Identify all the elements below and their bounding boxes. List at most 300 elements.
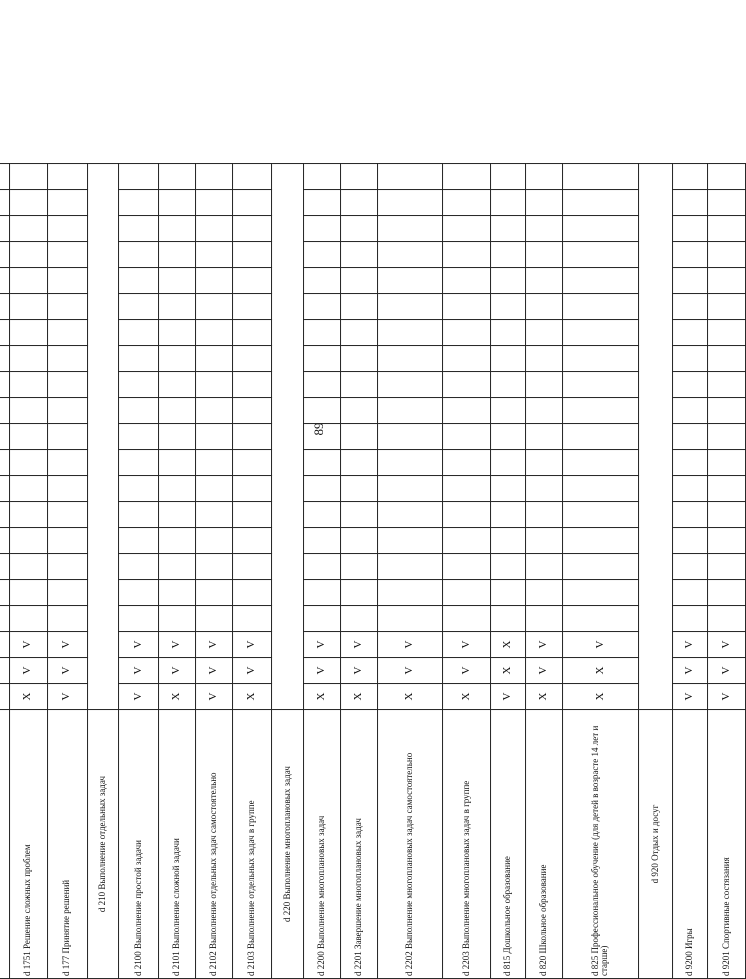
section-title: d 920 Отдых и досуг <box>639 710 672 979</box>
mark-cell <box>562 190 639 216</box>
row-label: d 825 Профессиональное обучение (для детей в возрасте 14 лет и старше) <box>562 710 639 979</box>
section-spacer <box>272 163 304 709</box>
mark-cell <box>341 372 378 398</box>
mark-cell: V <box>707 684 745 710</box>
mark-cell: V <box>341 658 378 684</box>
mark-cell <box>159 450 196 476</box>
table-row <box>490 163 525 978</box>
mark-cell <box>159 580 196 606</box>
mark-cell <box>341 216 378 242</box>
mark-cell <box>672 424 707 450</box>
mark-cell <box>490 502 525 528</box>
mark-cell <box>119 424 159 450</box>
mark-cell <box>443 320 491 346</box>
classification-table <box>0 163 746 979</box>
mark-cell <box>672 320 707 346</box>
mark-cell <box>0 268 9 294</box>
mark-cell <box>443 424 491 450</box>
mark-cell <box>443 372 491 398</box>
mark-cell <box>672 268 707 294</box>
mark-cell <box>490 476 525 502</box>
mark-cell: V <box>196 632 233 658</box>
section-row <box>272 163 304 978</box>
mark-cell <box>525 294 562 320</box>
mark-cell <box>443 528 491 554</box>
mark-cell: X <box>304 684 341 710</box>
mark-cell <box>9 294 47 320</box>
mark-cell <box>232 320 272 346</box>
mark-cell <box>707 450 745 476</box>
mark-cell: V <box>341 632 378 658</box>
mark-cell <box>304 320 341 346</box>
mark-cell <box>196 346 233 372</box>
mark-cell <box>47 606 87 632</box>
mark-cell <box>232 424 272 450</box>
row-label: d 2200 Выполнение многоплановых задач <box>304 710 341 979</box>
mark-cell: V <box>119 658 159 684</box>
mark-cell <box>562 163 639 189</box>
mark-cell <box>707 242 745 268</box>
mark-cell <box>232 450 272 476</box>
mark-cell: V <box>47 658 87 684</box>
mark-cell <box>341 268 378 294</box>
mark-cell <box>9 268 47 294</box>
mark-cell <box>119 242 159 268</box>
mark-cell <box>9 242 47 268</box>
mark-cell <box>0 424 9 450</box>
mark-cell <box>159 424 196 450</box>
mark-cell <box>525 268 562 294</box>
mark-cell <box>672 398 707 424</box>
mark-cell <box>707 606 745 632</box>
mark-cell: V <box>232 658 272 684</box>
mark-cell: V <box>672 684 707 710</box>
mark-cell <box>341 528 378 554</box>
mark-cell <box>341 450 378 476</box>
mark-cell <box>443 606 491 632</box>
mark-cell <box>562 424 639 450</box>
mark-cell <box>377 346 442 372</box>
mark-cell <box>47 580 87 606</box>
mark-cell: X <box>490 632 525 658</box>
mark-cell <box>443 242 491 268</box>
section-title: d 210 Выполнение отдельных задач <box>87 710 119 979</box>
mark-cell <box>196 320 233 346</box>
mark-cell <box>525 528 562 554</box>
table-row <box>47 163 87 978</box>
mark-cell <box>490 346 525 372</box>
mark-cell <box>232 606 272 632</box>
mark-cell: V <box>9 658 47 684</box>
mark-cell <box>525 606 562 632</box>
mark-cell <box>490 372 525 398</box>
mark-cell: V <box>377 632 442 658</box>
mark-cell <box>0 294 9 320</box>
mark-cell: X <box>490 658 525 684</box>
page-number: 89 <box>311 422 326 436</box>
mark-cell <box>525 580 562 606</box>
mark-cell <box>47 398 87 424</box>
mark-cell <box>525 424 562 450</box>
mark-cell <box>707 554 745 580</box>
mark-cell <box>562 372 639 398</box>
mark-cell <box>196 450 233 476</box>
mark-cell <box>562 528 639 554</box>
mark-cell <box>341 554 378 580</box>
mark-cell <box>0 346 9 372</box>
mark-cell <box>562 398 639 424</box>
mark-cell <box>159 190 196 216</box>
mark-cell <box>0 528 9 554</box>
mark-cell <box>0 658 9 684</box>
mark-cell <box>0 684 9 710</box>
mark-cell <box>0 606 9 632</box>
mark-cell <box>196 216 233 242</box>
mark-cell <box>672 242 707 268</box>
mark-cell: V <box>196 658 233 684</box>
mark-cell <box>304 190 341 216</box>
mark-cell <box>232 216 272 242</box>
mark-cell <box>377 320 442 346</box>
mark-cell <box>672 450 707 476</box>
mark-cell <box>196 163 233 189</box>
mark-cell <box>304 216 341 242</box>
mark-cell <box>0 190 9 216</box>
mark-cell <box>562 606 639 632</box>
mark-cell <box>119 554 159 580</box>
mark-cell <box>490 190 525 216</box>
mark-cell: X <box>377 684 442 710</box>
mark-cell <box>0 580 9 606</box>
mark-cell <box>47 216 87 242</box>
mark-cell <box>9 346 47 372</box>
mark-cell <box>443 268 491 294</box>
mark-cell <box>490 294 525 320</box>
mark-cell <box>707 502 745 528</box>
mark-cell <box>490 554 525 580</box>
mark-cell <box>119 476 159 502</box>
mark-cell <box>159 268 196 294</box>
mark-cell <box>443 294 491 320</box>
table-row <box>159 163 196 978</box>
mark-cell <box>159 398 196 424</box>
table-row <box>304 163 341 978</box>
mark-cell <box>707 372 745 398</box>
mark-cell <box>196 268 233 294</box>
mark-cell <box>341 320 378 346</box>
mark-cell <box>672 554 707 580</box>
mark-cell <box>159 528 196 554</box>
mark-cell <box>525 216 562 242</box>
mark-cell <box>562 346 639 372</box>
mark-cell <box>672 190 707 216</box>
mark-cell <box>232 294 272 320</box>
mark-cell <box>562 580 639 606</box>
mark-cell <box>232 346 272 372</box>
mark-cell <box>490 424 525 450</box>
mark-cell <box>0 163 9 189</box>
mark-cell: V <box>525 632 562 658</box>
mark-cell: V <box>304 632 341 658</box>
mark-cell: V <box>562 632 639 658</box>
mark-cell <box>9 190 47 216</box>
mark-cell <box>377 476 442 502</box>
mark-cell <box>47 320 87 346</box>
table-row <box>707 163 745 978</box>
mark-cell <box>377 294 442 320</box>
mark-cell: X <box>443 684 491 710</box>
mark-cell <box>119 163 159 189</box>
mark-cell <box>9 476 47 502</box>
mark-cell: V <box>525 658 562 684</box>
mark-cell <box>490 580 525 606</box>
mark-cell: V <box>119 632 159 658</box>
mark-cell <box>377 502 442 528</box>
mark-cell <box>196 398 233 424</box>
mark-cell <box>672 528 707 554</box>
mark-cell <box>0 320 9 346</box>
mark-cell <box>232 242 272 268</box>
mark-cell <box>341 346 378 372</box>
mark-cell <box>377 242 442 268</box>
mark-cell <box>707 163 745 189</box>
mark-cell <box>525 163 562 189</box>
mark-cell <box>47 372 87 398</box>
mark-cell <box>0 554 9 580</box>
mark-cell <box>119 320 159 346</box>
mark-cell <box>490 268 525 294</box>
mark-cell <box>562 216 639 242</box>
mark-cell <box>47 528 87 554</box>
section-row <box>639 163 672 978</box>
mark-cell <box>377 450 442 476</box>
mark-cell <box>304 528 341 554</box>
mark-cell <box>196 424 233 450</box>
mark-cell: V <box>9 632 47 658</box>
mark-cell <box>341 398 378 424</box>
mark-cell: X <box>232 684 272 710</box>
mark-cell <box>707 346 745 372</box>
mark-cell <box>490 398 525 424</box>
mark-cell <box>47 502 87 528</box>
mark-cell <box>232 476 272 502</box>
mark-cell <box>525 320 562 346</box>
mark-cell <box>0 242 9 268</box>
mark-cell <box>341 476 378 502</box>
mark-cell: X <box>562 658 639 684</box>
mark-cell <box>47 424 87 450</box>
mark-cell <box>0 398 9 424</box>
table-row <box>377 163 442 978</box>
row-label: d 1751 Решение сложных проблем <box>9 710 47 979</box>
mark-cell <box>9 424 47 450</box>
section-row <box>87 163 119 978</box>
mark-cell <box>707 268 745 294</box>
mark-cell: V <box>443 658 491 684</box>
row-label: d 9200 Игры <box>672 710 707 979</box>
mark-cell <box>672 216 707 242</box>
mark-cell <box>377 398 442 424</box>
mark-cell <box>304 294 341 320</box>
mark-cell <box>304 372 341 398</box>
mark-cell <box>232 528 272 554</box>
mark-cell <box>47 476 87 502</box>
section-spacer <box>639 163 672 709</box>
mark-cell <box>196 554 233 580</box>
mark-cell <box>525 346 562 372</box>
mark-cell <box>443 190 491 216</box>
mark-cell <box>443 476 491 502</box>
mark-cell <box>47 242 87 268</box>
mark-cell <box>9 580 47 606</box>
table-row <box>562 163 639 978</box>
mark-cell <box>304 606 341 632</box>
mark-cell <box>377 163 442 189</box>
mark-cell <box>47 190 87 216</box>
table-row <box>0 163 9 978</box>
row-label: d 820 Школьное образование <box>525 710 562 979</box>
mark-cell <box>341 424 378 450</box>
table-row <box>672 163 707 978</box>
mark-cell <box>304 476 341 502</box>
mark-cell <box>672 606 707 632</box>
section-spacer <box>87 163 119 709</box>
mark-cell <box>159 242 196 268</box>
table-row <box>232 163 272 978</box>
mark-cell <box>525 372 562 398</box>
mark-cell <box>9 528 47 554</box>
row-label <box>0 710 9 979</box>
mark-cell <box>443 450 491 476</box>
mark-cell <box>232 580 272 606</box>
mark-cell <box>707 476 745 502</box>
mark-cell <box>304 268 341 294</box>
mark-cell <box>9 216 47 242</box>
mark-cell <box>9 606 47 632</box>
mark-cell <box>377 372 442 398</box>
section-title: d 220 Выполнение многоплановых задач <box>272 710 304 979</box>
table-row <box>196 163 233 978</box>
mark-cell <box>159 476 196 502</box>
mark-cell <box>119 528 159 554</box>
mark-cell <box>232 398 272 424</box>
mark-cell <box>9 398 47 424</box>
mark-cell <box>562 502 639 528</box>
mark-cell <box>304 424 341 450</box>
mark-cell <box>196 580 233 606</box>
mark-cell <box>377 190 442 216</box>
mark-cell <box>119 216 159 242</box>
row-label: d 177 Принятие решений <box>47 710 87 979</box>
table-row <box>341 163 378 978</box>
mark-cell <box>119 372 159 398</box>
row-label: d 2101 Выполнение сложной задачи <box>159 710 196 979</box>
mark-cell <box>707 216 745 242</box>
mark-cell <box>232 554 272 580</box>
row-label: d 9201 Спортивные состязания <box>707 710 745 979</box>
mark-cell: V <box>304 658 341 684</box>
mark-cell <box>377 528 442 554</box>
mark-cell <box>490 163 525 189</box>
mark-cell <box>490 320 525 346</box>
mark-cell <box>119 190 159 216</box>
mark-cell <box>196 294 233 320</box>
mark-cell <box>232 190 272 216</box>
mark-cell <box>232 163 272 189</box>
mark-cell <box>232 268 272 294</box>
mark-cell: V <box>159 658 196 684</box>
mark-cell <box>304 554 341 580</box>
mark-cell <box>341 163 378 189</box>
mark-cell: V <box>232 632 272 658</box>
mark-cell <box>47 554 87 580</box>
mark-cell <box>707 528 745 554</box>
mark-cell <box>9 372 47 398</box>
mark-cell <box>377 554 442 580</box>
mark-cell <box>304 242 341 268</box>
mark-cell <box>562 268 639 294</box>
mark-cell <box>341 294 378 320</box>
mark-cell <box>304 450 341 476</box>
mark-cell <box>341 580 378 606</box>
mark-cell: X <box>159 684 196 710</box>
mark-cell <box>119 606 159 632</box>
mark-cell: V <box>159 632 196 658</box>
mark-cell <box>47 450 87 476</box>
mark-cell <box>232 372 272 398</box>
mark-cell <box>490 216 525 242</box>
mark-cell <box>377 580 442 606</box>
mark-cell: V <box>47 632 87 658</box>
mark-cell <box>196 528 233 554</box>
mark-cell <box>119 398 159 424</box>
mark-cell <box>341 190 378 216</box>
mark-cell: V <box>443 632 491 658</box>
mark-cell <box>443 346 491 372</box>
mark-cell <box>304 346 341 372</box>
mark-cell <box>196 190 233 216</box>
mark-cell <box>119 580 159 606</box>
mark-cell <box>525 502 562 528</box>
mark-cell <box>562 554 639 580</box>
mark-cell <box>0 632 9 658</box>
mark-cell <box>196 606 233 632</box>
mark-cell <box>196 502 233 528</box>
mark-cell <box>377 268 442 294</box>
mark-cell <box>490 528 525 554</box>
mark-cell <box>672 476 707 502</box>
mark-cell <box>341 502 378 528</box>
mark-cell <box>443 398 491 424</box>
mark-cell <box>443 580 491 606</box>
mark-cell <box>159 216 196 242</box>
mark-cell <box>562 242 639 268</box>
mark-cell <box>47 163 87 189</box>
row-label: d 2100 Выполнение простой задачи <box>119 710 159 979</box>
mark-cell: X <box>341 684 378 710</box>
row-label: d 2102 Выполнение отдельных задач самостоятельно <box>196 710 233 979</box>
mark-cell: X <box>9 684 47 710</box>
mark-cell <box>525 476 562 502</box>
row-label: d 2201 Завершение многоплановых задач <box>341 710 378 979</box>
mark-cell <box>304 502 341 528</box>
row-label: d 2202 Выполнение многоплановых задач самостоятельно <box>377 710 442 979</box>
mark-cell <box>707 398 745 424</box>
mark-cell <box>0 216 9 242</box>
mark-cell <box>377 606 442 632</box>
row-label: d 2203 Выполнение многоплановых задач в группе <box>443 710 491 979</box>
mark-cell <box>443 554 491 580</box>
